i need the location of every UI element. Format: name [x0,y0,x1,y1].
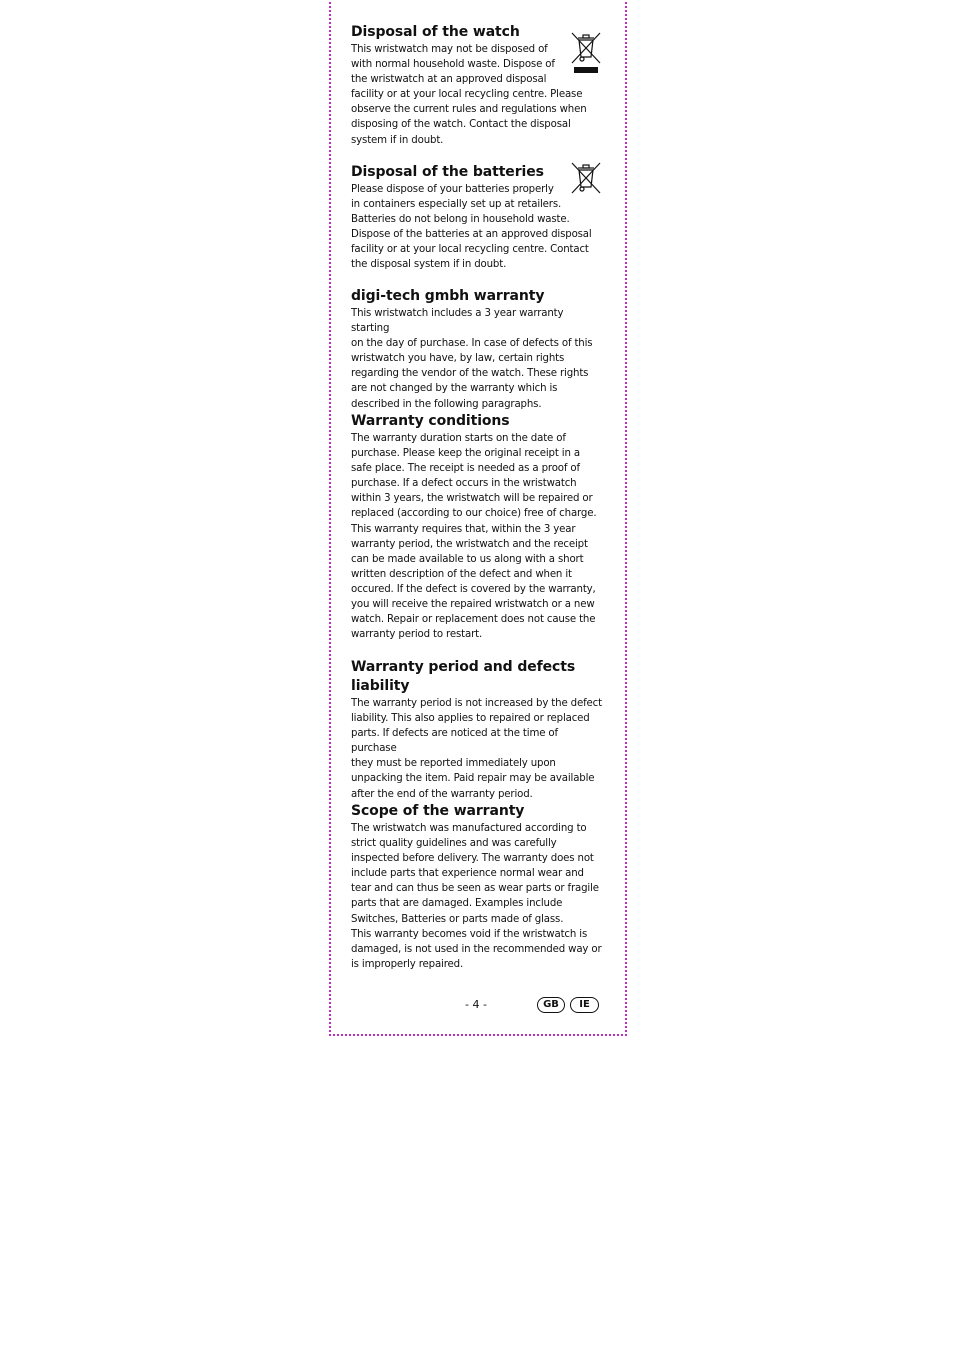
section-body: Please dispose of your batteries properly in containers especially set up at retailers. Batteries do not belong in household waste. Dispose of the batteries at an approved disposal facility or at your local recycling centre. Contact the disposal system if in doubt. [351,184,592,271]
section-body: The warranty period is not increased by the defect liability. This also applies to repaired or replaced parts. If defects are noticed at the time of purchase they must be reported immediately upon unpacking the item. Paid repair may be available after the end of the warranty period. [351,698,602,800]
section-title: digi-tech gmbh warranty [351,288,545,304]
section-disposal-watch [351,23,603,148]
section-title: Warranty conditions [351,413,510,429]
section-title: Warranty period and defects liability [351,659,576,694]
section-body: The warranty duration starts on the date of purchase. Please keep the original receipt in a safe place. The receipt is needed as a proof of purchase. If a defect occurs in the wristwatch within 3 years, the wristwatch will be repaired or replaced (according to our choice) free of charge. This warranty requires that, within the 3 year warranty period, the wristwatch and the receipt can be made available to us along with a short written description of the defect and when it occured. If the defect is covered by the warranty, you will receive the repaired wristwatch or a new watch. Repair or replacement does not cause the warranty period to restart. [351,433,597,641]
country-badge-gb: GB [537,997,565,1013]
section-digi-tech-warranty [351,287,603,412]
section-warranty-period [351,658,603,802]
section-scope-warranty [351,802,603,972]
section-body: This wristwatch may not be disposed of with normal household waste. Dispose of the wristwatch at an approved disposal facility or at your local recycling centre. Please observe the current rules and regulations when disposing of the watch. Contact the disposal system if in doubt. [351,44,587,146]
page-number: - 4 - [465,998,487,1011]
section-title: Disposal of the watch [351,24,520,40]
section-body: The wristwatch was manufactured according to strict quality guidelines and was carefully inspected before delivery. The warranty does not include parts that experience normal wear and tear and can thus be seen as wear parts or fragile parts that are damaged. Examples include Switches, Batteries or parts made of glass. This warranty becomes void if the wristwatch is damaged, is not used in the recommended way or is improperly repaired. [351,823,602,970]
section-body: This wristwatch includes a 3 year warranty starting on the day of purchase. In case of defects of this wristwatch you have, by law, certain rights regarding the vendor of the watch. These rights are not changed by the warranty which is described in the following paragraphs. [351,308,593,410]
crossed-out-wheelie-bin-icon [570,161,602,195]
section-title: Scope of the warranty [351,803,525,819]
country-badge-ie: IE [570,997,599,1013]
section-warranty-conditions [351,412,603,642]
crossed-out-wheelie-bin-with-bar-icon [570,31,602,75]
section-disposal-batteries [351,163,603,273]
section-title: Disposal of the batteries [351,164,544,180]
